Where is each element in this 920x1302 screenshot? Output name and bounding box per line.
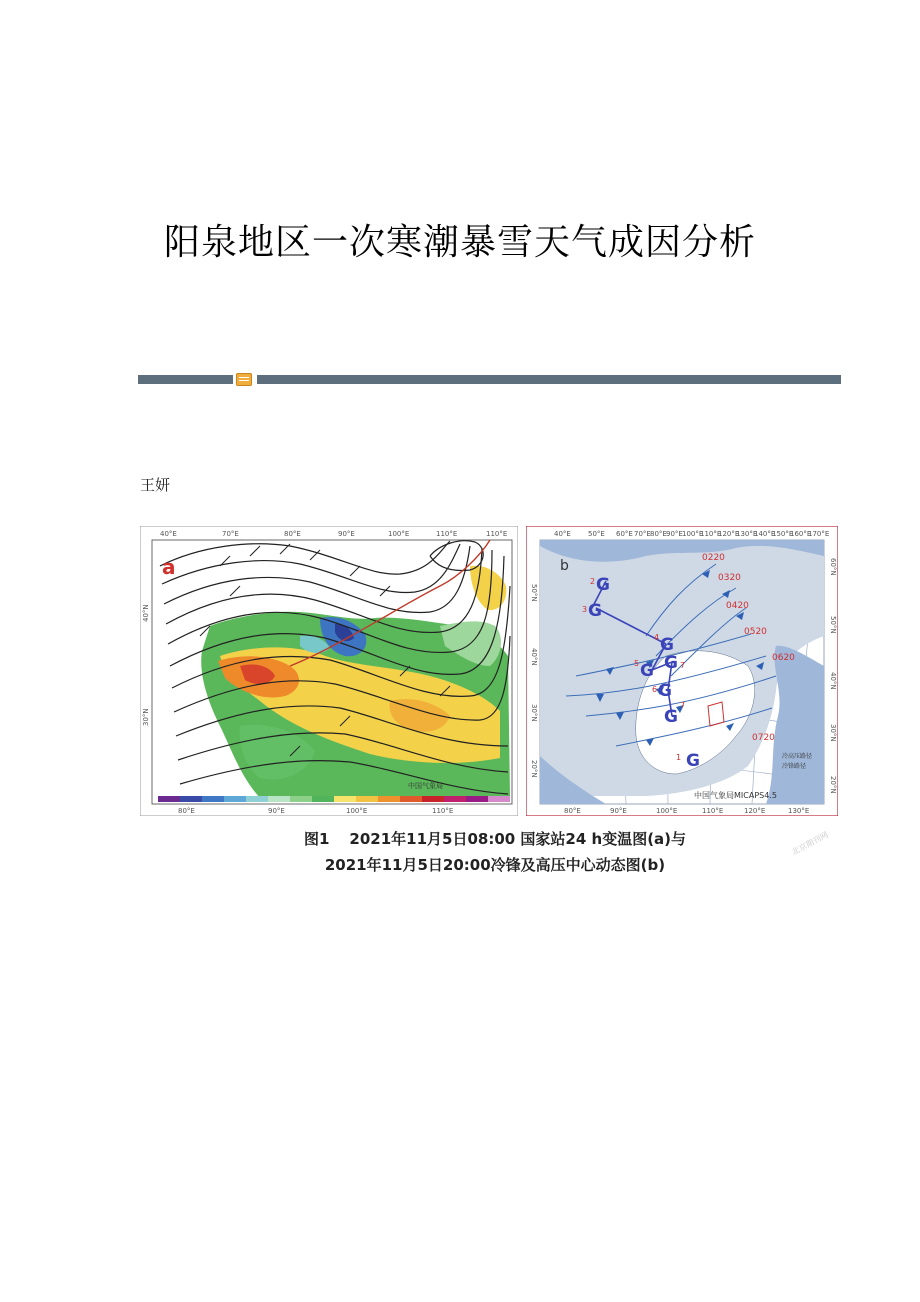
figure-caption-text-1: 2021年11月5日08:00 国家站24 h变温图(a)与 bbox=[349, 830, 687, 848]
panel-b-top-lon-0: 40°E bbox=[554, 530, 571, 538]
high-center-num-1: 1 bbox=[676, 753, 682, 762]
panel-b-top-lon-9: 130°E bbox=[736, 530, 758, 538]
high-center-num-5: 5 bbox=[634, 659, 640, 668]
front-time-0420: 0420 bbox=[726, 601, 749, 611]
panel-a-top-lon-0: 40°E bbox=[160, 530, 177, 538]
legend-high-path: 冷高压路径 bbox=[782, 753, 813, 760]
panel-b-top-lon-12: 160°E bbox=[790, 530, 812, 538]
high-center-g-7: G bbox=[664, 707, 678, 727]
panel-b-left-lat-1: 40°N bbox=[530, 648, 538, 666]
high-center-g-5: G bbox=[664, 653, 678, 673]
panel-b-top-lon-8: 120°E bbox=[718, 530, 740, 538]
high-center-num-3: 3 bbox=[582, 605, 588, 614]
panel-a-label: a bbox=[162, 555, 176, 579]
panel-b-top-lon-2: 60°E bbox=[616, 530, 633, 538]
panel-a-left-lat-1: 30°N bbox=[142, 708, 150, 726]
front-time-0320: 0320 bbox=[718, 573, 741, 583]
high-center-g-2: G bbox=[588, 601, 602, 621]
panel-a-top-lon-4: 100°E bbox=[388, 530, 410, 538]
figure-caption-line-1 bbox=[0, 828, 920, 849]
watermark: 北京期刊网 bbox=[790, 830, 830, 857]
panel-b-top-lon-3: 70°E bbox=[634, 530, 651, 538]
panel-a-top-lon-3: 90°E bbox=[338, 530, 355, 538]
panel-b-right-lat-1: 50°N bbox=[829, 616, 837, 634]
panel-b-bottom-lon-5: 130°E bbox=[788, 807, 810, 815]
panel-b-left-lat-2: 30°N bbox=[530, 704, 538, 722]
high-center-g-6: G bbox=[658, 681, 672, 701]
high-center-g-3: G bbox=[660, 635, 674, 655]
high-center-num-2: 2 bbox=[590, 577, 596, 586]
high-center-g-8: G bbox=[686, 751, 700, 771]
high-center-num-7b: 7 bbox=[680, 701, 686, 710]
front-time-0620: 0620 bbox=[772, 653, 795, 663]
panel-a-top-lon-2: 80°E bbox=[284, 530, 301, 538]
high-center-num-7a: 7 bbox=[680, 661, 686, 670]
panel-a-bottom-lon-2: 100°E bbox=[346, 807, 368, 815]
panel-a-bottom-lon-3: 110°E bbox=[432, 807, 454, 815]
panel-b-top-lon-7: 110°E bbox=[700, 530, 722, 538]
divider-book-icon bbox=[236, 373, 252, 386]
panel-b-bottom-lon-1: 90°E bbox=[610, 807, 627, 815]
high-center-g-4: G bbox=[640, 661, 654, 681]
panel-a-top-lon-6: 110°E bbox=[486, 530, 508, 538]
panel-a-top-lon-5: 110°E bbox=[436, 530, 458, 538]
panel-a-credit: 中国气象局 bbox=[408, 782, 443, 790]
high-center-num-4: 4 bbox=[654, 633, 660, 642]
figure-caption-line-2: 2021年11月5日20:00冷锋及高压中心动态图(b) bbox=[324, 856, 666, 874]
panel-b-label: b bbox=[560, 558, 569, 574]
panel-a-bottom-lon-1: 90°E bbox=[268, 807, 285, 815]
front-time-0520: 0520 bbox=[744, 627, 767, 637]
panel-b-top-lon-10: 140°E bbox=[754, 530, 776, 538]
panel-b-bottom-lon-2: 100°E bbox=[656, 807, 678, 815]
panel-b-top-lon-4: 80°E bbox=[650, 530, 667, 538]
panel-b-left-lat-0: 50°N bbox=[530, 584, 538, 602]
panel-a-bottom-lon-0: 80°E bbox=[178, 807, 195, 815]
figure-panel-a bbox=[140, 526, 518, 816]
front-time-0720: 0720 bbox=[752, 733, 775, 743]
figure-panel-b bbox=[526, 526, 838, 816]
front-time-0220: 0220 bbox=[702, 553, 725, 563]
section-divider-left bbox=[138, 375, 233, 384]
color-scale-bar bbox=[158, 796, 510, 802]
panel-b-bottom-lon-0: 80°E bbox=[564, 807, 581, 815]
panel-a-top-lon-1: 70°E bbox=[222, 530, 239, 538]
legend-front-path: 冷锋路径 bbox=[782, 763, 807, 770]
panel-b-top-lon-13: 170°E bbox=[808, 530, 830, 538]
figure-caption-label: 图1 bbox=[303, 830, 330, 848]
document-title: 阳泉地区一次寒潮暴雪天气成因分析 bbox=[163, 222, 756, 263]
panel-b-bottom-lon-3: 110°E bbox=[702, 807, 724, 815]
author-name: 王妍 bbox=[140, 476, 171, 494]
panel-b-top-lon-6: 100°E bbox=[682, 530, 704, 538]
high-center-g-1: G bbox=[596, 575, 610, 595]
panel-b-left-lat-3: 20°N bbox=[530, 760, 538, 778]
panel-b-top-lon-1: 50°E bbox=[588, 530, 605, 538]
section-divider-right bbox=[257, 375, 841, 384]
panel-b-right-lat-2: 40°N bbox=[829, 672, 837, 690]
high-center-num-6: 6 bbox=[652, 685, 658, 694]
panel-b-top-lon-11: 150°E bbox=[772, 530, 794, 538]
panel-b-right-lat-3: 30°N bbox=[829, 724, 837, 742]
panel-b-top-lon-5: 90°E bbox=[666, 530, 683, 538]
panel-b-bottom-lon-4: 120°E bbox=[744, 807, 766, 815]
panel-b-right-lat-0: 60°N bbox=[829, 558, 837, 576]
panel-b-right-lat-4: 20°N bbox=[829, 776, 837, 794]
panel-b-credit: 中国气象局MICAPS4.5 bbox=[694, 791, 777, 800]
panel-a-left-lat-0: 40°N bbox=[142, 604, 150, 622]
